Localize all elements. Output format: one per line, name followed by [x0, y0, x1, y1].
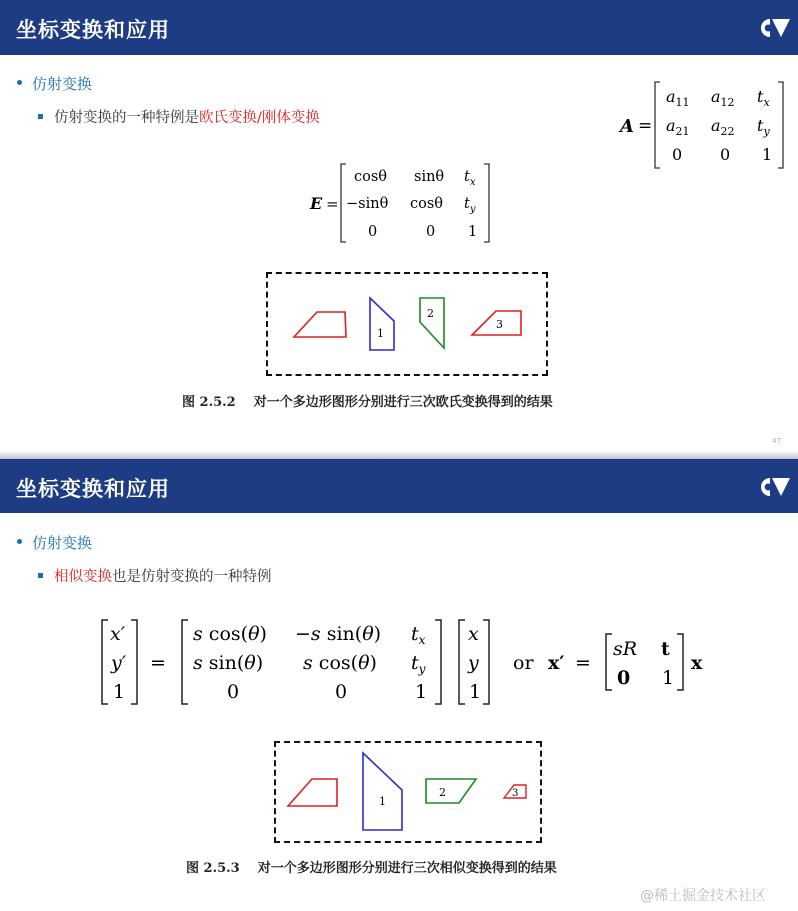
page-number: 47 — [772, 437, 781, 445]
caption-text: 对一个多边形图形分别进行三次欧氏变换得到的结果 — [253, 395, 553, 410]
slide-separator — [0, 451, 798, 459]
matrix-a-cell: 1 — [762, 145, 773, 164]
svg-text:0: 0 — [335, 681, 348, 703]
svg-text:0: 0 — [227, 681, 240, 703]
bullet-affine — [17, 73, 92, 94]
bullet-similarity-highlight: 相似变换 — [54, 569, 112, 585]
matrix-a-cell: $a_{21}$ — [666, 116, 690, 138]
polygon-2-green — [426, 779, 476, 803]
slide-header — [0, 459, 798, 513]
polygon-label-2: 2 — [439, 786, 446, 799]
bullet-square-icon — [38, 114, 43, 119]
svg-text:y: y — [468, 652, 479, 674]
matrix-e-cell: 0 — [368, 224, 378, 240]
svg-text:s cos(θ): s cos(θ) — [193, 623, 267, 645]
svg-text:=: = — [150, 652, 166, 674]
polygon-original-red — [294, 312, 346, 337]
svg-text:x: x — [468, 623, 479, 645]
matrix-e-cell: $t_x$ — [464, 169, 476, 188]
matrix-e-cell: $t_y$ — [464, 196, 476, 215]
bullet-similarity-text: 也是仿射变换的一种特例 — [112, 569, 272, 585]
svg-text:ty: $t_y$ — [411, 652, 426, 676]
bullet-dot-icon — [17, 539, 22, 544]
slide-title: 坐标变换和应用 — [16, 477, 170, 501]
svg-text:0: 0 — [617, 667, 631, 689]
matrix-e-cell: cosθ — [354, 169, 388, 185]
matrix-a-cell: $a_{11}$ — [666, 87, 690, 109]
bullet-dot-icon — [17, 80, 22, 85]
matrix-e-cell: −sinθ — [346, 196, 389, 212]
figure-euclidean — [268, 274, 546, 374]
matrix-a-cell: 0 — [672, 145, 683, 164]
matrix-a-name: A — [620, 116, 634, 137]
polygon-label-1: 1 — [379, 795, 386, 808]
svg-text:t: t — [661, 638, 670, 660]
bullet-affine-text: 仿射变换 — [32, 75, 93, 93]
svg-text:tx: $t_x$ — [411, 623, 426, 647]
similarity-equation — [95, 614, 715, 710]
svg-text:x: x — [691, 652, 703, 674]
polygon-label-1: 1 — [377, 327, 384, 340]
figure-similarity — [276, 743, 540, 841]
matrix-e-name: E — [310, 194, 323, 213]
bullet-affine-text: 仿射变换 — [32, 534, 93, 552]
matrix-e-cell: 0 — [426, 224, 436, 240]
figure-euclidean-box — [266, 272, 548, 376]
svg-text:=: = — [638, 116, 653, 136]
caption-number: 图 2.5.3 — [186, 861, 240, 876]
svg-text:s cos(θ): s cos(θ) — [303, 652, 377, 674]
polygon-1-blue — [370, 298, 394, 350]
matrix-a-cell: $t_x$ — [757, 87, 770, 109]
svg-text:1: 1 — [469, 681, 482, 703]
polygon-label-3: 3 — [512, 788, 519, 799]
equation-or: or — [513, 652, 534, 674]
svg-text:sR: sR — [613, 638, 638, 660]
svg-text:s sin(θ): s sin(θ) — [193, 652, 264, 674]
bullet-square-icon — [38, 573, 43, 578]
matrix-e-cell: cosθ — [410, 196, 444, 212]
matrix-a-cell: 0 — [720, 145, 731, 164]
matrix-a-cell: $a_{12}$ — [711, 87, 735, 109]
matrix-e-equation — [306, 160, 496, 246]
bullet-euclidean-text: 仿射变换的一种特例是 — [54, 110, 199, 126]
bullet-similarity — [38, 565, 272, 586]
slide-title: 坐标变换和应用 — [16, 18, 170, 42]
svg-text:=: = — [326, 195, 339, 213]
svg-text:x′: x′ — [110, 623, 126, 645]
polygon-original-red — [288, 779, 337, 806]
polygon-label-2: 2 — [427, 307, 434, 320]
svg-text:y′: y′ — [111, 652, 127, 674]
bullet-euclidean — [38, 106, 320, 127]
svg-text:1: 1 — [113, 681, 126, 703]
matrix-e-cell: 1 — [468, 224, 478, 240]
bullet-euclidean-highlight: 欧氏变换/刚体变换 — [199, 110, 320, 126]
slide-2 — [0, 459, 798, 911]
matrix-a-cell: $t_y$ — [757, 116, 770, 138]
cv-logo-icon — [752, 17, 792, 39]
polygon-1-blue — [363, 753, 402, 830]
matrix-a-equation — [614, 76, 794, 174]
polygon-2-green — [420, 298, 444, 348]
svg-text:−s sin(θ): −s sin(θ) — [295, 623, 382, 645]
cv-logo-icon — [752, 476, 792, 498]
svg-text:1: 1 — [662, 667, 675, 689]
svg-text:=: = — [575, 652, 591, 674]
bullet-affine — [17, 532, 92, 553]
slide-1 — [0, 0, 798, 451]
svg-text:x′: x′ — [548, 652, 565, 674]
caption-text: 对一个多边形图形分别进行三次相似变换得到的结果 — [257, 861, 557, 876]
caption-number: 图 2.5.2 — [182, 395, 236, 410]
figure-caption-2-5-2 — [182, 391, 553, 410]
watermark: @稀土掘金技术社区 — [640, 888, 766, 904]
svg-text:1: 1 — [415, 681, 428, 703]
figure-caption-2-5-3 — [186, 857, 557, 876]
matrix-e-cell: sinθ — [414, 169, 445, 185]
matrix-a-cell: $a_{22}$ — [711, 116, 735, 138]
polygon-label-3: 3 — [496, 318, 503, 331]
slide-header — [0, 0, 798, 55]
figure-similarity-box — [274, 741, 542, 843]
